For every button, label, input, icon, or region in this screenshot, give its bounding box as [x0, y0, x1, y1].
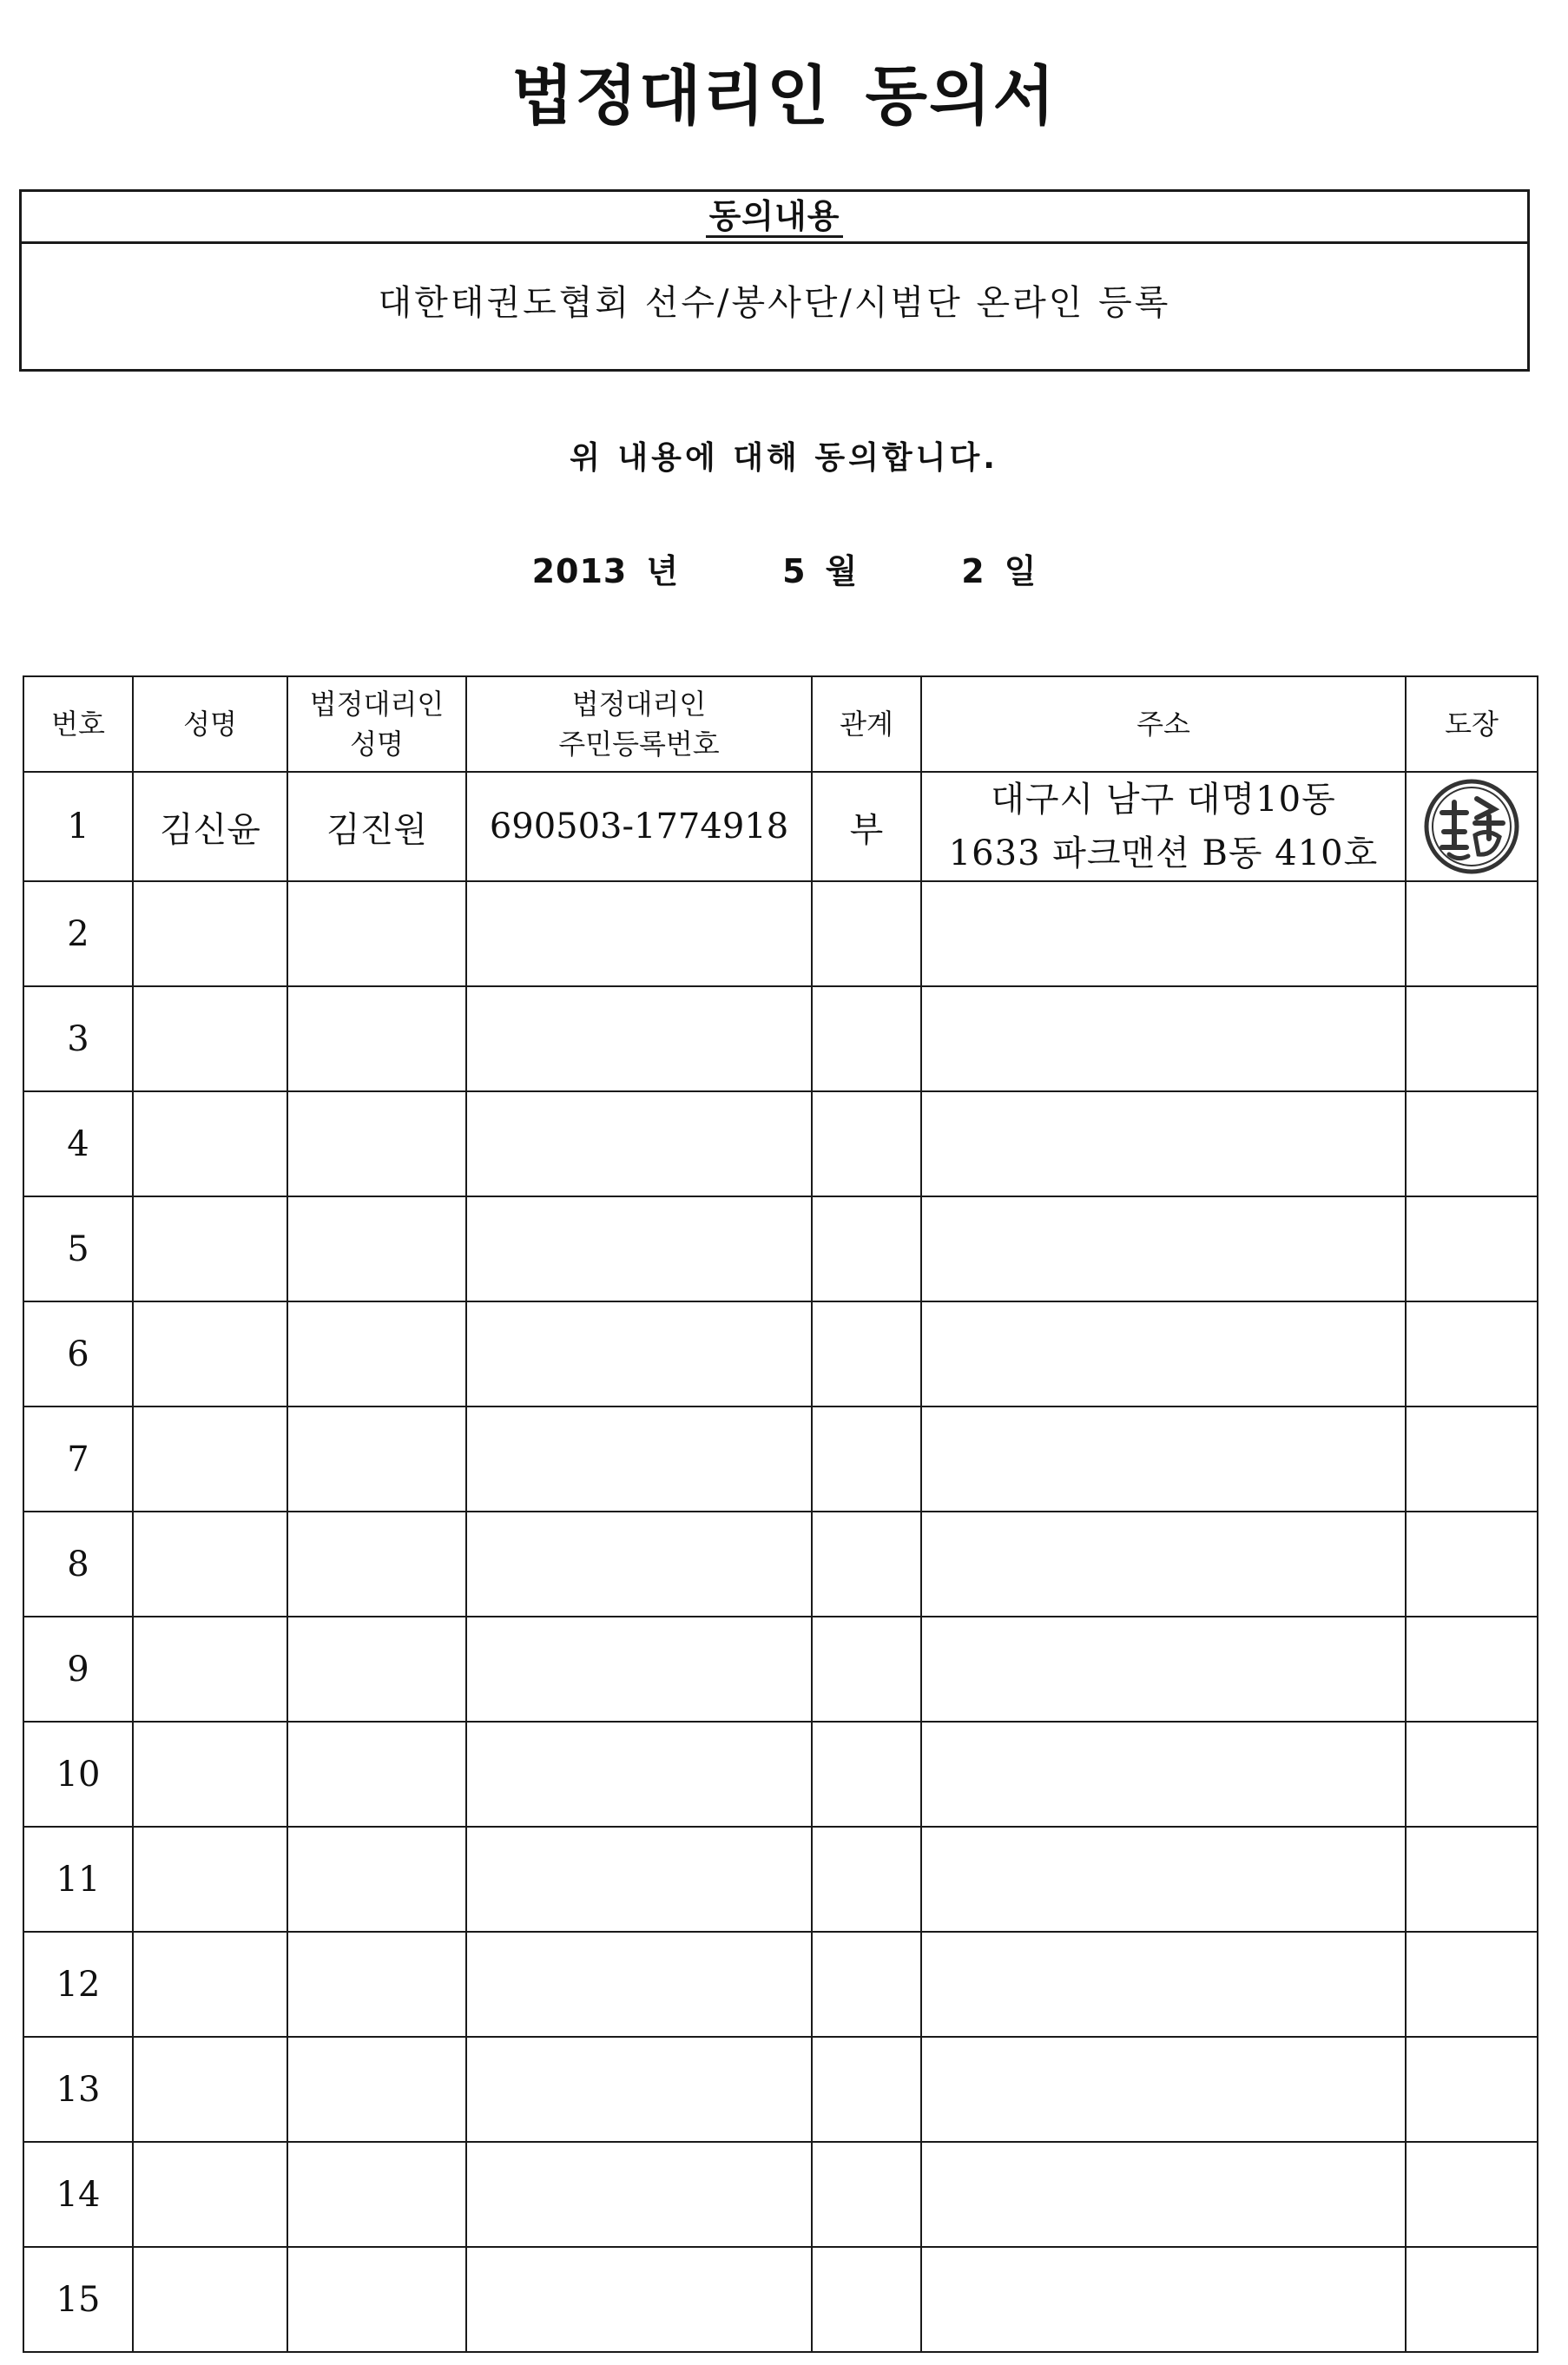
row-guardian-name: [287, 2037, 466, 2142]
row-name: [133, 1196, 287, 1301]
row-seal: [1406, 1196, 1538, 1301]
row-name: [133, 881, 287, 986]
date-day: 2: [961, 552, 985, 590]
consent-content-box: [19, 189, 1530, 372]
row-number: 9: [23, 1617, 133, 1722]
row-name: [133, 2142, 287, 2247]
header-relation: 관계: [812, 676, 921, 772]
row-number: 5: [23, 1196, 133, 1301]
row-guardian-id: [466, 1091, 812, 1196]
table-header-row: [23, 676, 1538, 772]
row-address-line2: 1633 파크맨션 B동 410호: [948, 833, 1379, 873]
row-seal: [1406, 1827, 1538, 1932]
row-guardian-id: [466, 881, 812, 986]
row-name: [133, 1932, 287, 2037]
row-guardian-id: [466, 986, 812, 1091]
row-guardian-id: [466, 1406, 812, 1512]
row-address: [921, 1827, 1406, 1932]
row-number: 8: [23, 1512, 133, 1617]
row-guardian-id: [466, 1512, 812, 1617]
row-guardian-name: [287, 1196, 466, 1301]
row-guardian-name: [287, 1722, 466, 1827]
row-guardian-name: [287, 2247, 466, 2352]
row-relation: [812, 1617, 921, 1722]
guardian-consent-table: [23, 675, 1538, 2353]
row-guardian-id: 690503-1774918: [466, 772, 812, 881]
row-number: 4: [23, 1091, 133, 1196]
header-guardian-name: [287, 676, 466, 772]
table-row: [23, 1301, 1538, 1406]
row-relation: [812, 1932, 921, 2037]
row-address: [921, 1722, 1406, 1827]
row-number: 12: [23, 1932, 133, 2037]
row-guardian-id: [466, 2247, 812, 2352]
row-guardian-name: [287, 1406, 466, 1512]
agreement-statement: 위 내용에 대해 동의합니다.: [570, 440, 998, 476]
row-seal: [1406, 881, 1538, 986]
row-name: [133, 1091, 287, 1196]
row-guardian-name: [287, 1827, 466, 1932]
row-relation: [812, 1196, 921, 1301]
row-name: 김신윤: [133, 772, 287, 881]
date-year-unit: 년: [646, 552, 679, 590]
row-guardian-id: [466, 1617, 812, 1722]
row-number: 15: [23, 2247, 133, 2352]
row-relation: [812, 2247, 921, 2352]
row-guardian-name: [287, 1301, 466, 1406]
header-guardian-id: [466, 676, 812, 772]
row-name: [133, 1301, 287, 1406]
row-address: [921, 1617, 1406, 1722]
row-seal: [1406, 986, 1538, 1091]
row-number: 10: [23, 1722, 133, 1827]
row-name: [133, 986, 287, 1091]
row-seal: [1406, 1617, 1538, 1722]
row-name: [133, 1406, 287, 1512]
row-number: 1: [23, 772, 133, 881]
date-month: 5: [782, 552, 807, 590]
row-number: 14: [23, 2142, 133, 2247]
row-guardian-name: 김진원: [287, 772, 466, 881]
consent-content-header: [22, 192, 1527, 244]
row-address: [921, 1091, 1406, 1196]
row-relation: [812, 1301, 921, 1406]
row-number: 3: [23, 986, 133, 1091]
row-number: 6: [23, 1301, 133, 1406]
page-title: [0, 49, 1568, 144]
stamp-seal-icon: [1423, 778, 1520, 875]
row-guardian-id: [466, 1196, 812, 1301]
row-guardian-name: [287, 1512, 466, 1617]
row-seal: [1406, 1932, 1538, 2037]
table-row: [23, 1512, 1538, 1617]
table-row: [23, 881, 1538, 986]
row-guardian-id: [466, 1827, 812, 1932]
date-month-unit: 월: [825, 552, 858, 590]
header-address: 주소: [921, 676, 1406, 772]
header-guardian-name-line1: 법정대리인: [309, 688, 445, 721]
row-guardian-id: [466, 2037, 812, 2142]
row-relation: [812, 1091, 921, 1196]
row-relation: [812, 881, 921, 986]
row-relation: [812, 2142, 921, 2247]
row-address: [921, 2142, 1406, 2247]
row-name: [133, 1827, 287, 1932]
row-guardian-name: [287, 1617, 466, 1722]
row-name: [133, 2247, 287, 2352]
page-title-part1: 법정대리인: [511, 58, 831, 134]
table-row: [23, 1932, 1538, 2037]
row-name: [133, 1617, 287, 1722]
table-row: [23, 1827, 1538, 1932]
table-row: [23, 1722, 1538, 1827]
row-seal: [1406, 1301, 1538, 1406]
row-relation: [812, 1722, 921, 1827]
row-seal: [1406, 1406, 1538, 1512]
row-seal: [1406, 772, 1538, 881]
row-guardian-name: [287, 1091, 466, 1196]
table-row: [23, 1617, 1538, 1722]
row-seal: [1406, 1512, 1538, 1617]
row-relation: [812, 1406, 921, 1512]
row-address: [921, 2247, 1406, 2352]
table-row: [23, 986, 1538, 1091]
row-guardian-id: [466, 1932, 812, 2037]
row-relation: [812, 986, 921, 1091]
agreement-date: [0, 545, 1568, 597]
row-number: 2: [23, 881, 133, 986]
row-relation: [812, 1827, 921, 1932]
header-guardian-name-line2: 성명: [350, 728, 404, 761]
row-address: [921, 2037, 1406, 2142]
row-address: [921, 1932, 1406, 2037]
row-seal: [1406, 2142, 1538, 2247]
row-guardian-name: [287, 2142, 466, 2247]
row-guardian-name: [287, 1932, 466, 2037]
row-name: [133, 1722, 287, 1827]
row-address: [921, 881, 1406, 986]
consent-content-header-label: 동의내용: [706, 197, 844, 238]
row-seal: [1406, 1091, 1538, 1196]
table-row: [23, 2037, 1538, 2142]
row-number: 13: [23, 2037, 133, 2142]
row-seal: [1406, 1722, 1538, 1827]
consent-content-text: 대한태권도협회 선수/봉사단/시범단 온라인 등록: [378, 283, 1171, 323]
row-guardian-id: [466, 1301, 812, 1406]
row-number: 11: [23, 1827, 133, 1932]
row-address: [921, 772, 1406, 881]
date-day-unit: 일: [1004, 552, 1037, 590]
row-relation: [812, 1512, 921, 1617]
row-name: [133, 1512, 287, 1617]
header-number: 번호: [23, 676, 133, 772]
row-address-line1: 대구시 남구 대명10동: [991, 780, 1336, 820]
row-address: [921, 986, 1406, 1091]
row-address: [921, 1512, 1406, 1617]
row-address: [921, 1196, 1406, 1301]
row-seal: [1406, 2247, 1538, 2352]
table-row: [23, 2142, 1538, 2247]
row-address: [921, 1301, 1406, 1406]
header-name: 성명: [133, 676, 287, 772]
row-seal: [1406, 2037, 1538, 2142]
row-relation: 부: [812, 772, 921, 881]
row-address: [921, 1406, 1406, 1512]
header-seal: 도장: [1406, 676, 1538, 772]
table-row: [23, 772, 1538, 881]
table-row: [23, 1091, 1538, 1196]
header-guardian-id-line1: 법정대리인: [571, 688, 707, 721]
row-guardian-id: [466, 1722, 812, 1827]
row-guardian-name: [287, 881, 466, 986]
row-number: 7: [23, 1406, 133, 1512]
table-row: [23, 2247, 1538, 2352]
header-guardian-id-line2: 주민등록번호: [558, 728, 720, 761]
row-guardian-name: [287, 986, 466, 1091]
page-title-part2: 동의서: [865, 58, 1057, 134]
table-row: [23, 1196, 1538, 1301]
date-year: 2013: [531, 552, 628, 590]
row-name: [133, 2037, 287, 2142]
row-guardian-id: [466, 2142, 812, 2247]
table-row: [23, 1406, 1538, 1512]
row-relation: [812, 2037, 921, 2142]
